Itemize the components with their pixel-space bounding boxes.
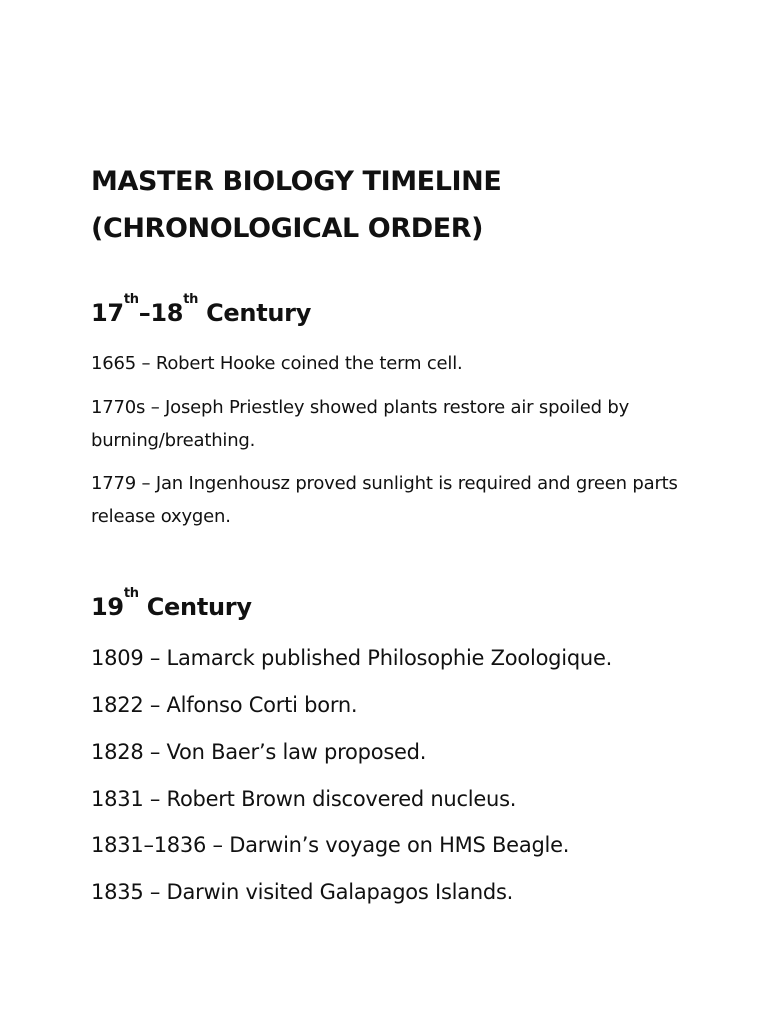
document-title-line-2: (CHRONOLOGICAL ORDER) [91, 213, 484, 244]
timeline-entry-1665: 1665 – Robert Hooke coined the term cell. [91, 353, 463, 374]
timeline-entry-1822: 1822 – Alfonso Corti born. [91, 693, 358, 717]
timeline-entry-1831: 1831 – Robert Brown discovered nucleus. [91, 787, 517, 811]
timeline-entry-1835: 1835 – Darwin visited Galapagos Islands. [91, 880, 514, 904]
timeline-entry-1828: 1828 – Von Baer’s law proposed. [91, 740, 427, 764]
section-heading-19th-century: 19th Century [91, 586, 252, 621]
timeline-entry-1779: 1779 – Jan Ingenhousz proved sunlight is required and green parts release oxygen. [91, 473, 678, 527]
section-heading-17th-18th-century: 17th–18th Century [91, 292, 312, 327]
document-title [91, 158, 501, 252]
timeline-entry-1809: 1809 – Lamarck published Philosophie Zoologique. [91, 646, 613, 670]
timeline-entry-1831-1836: 1831–1836 – Darwin’s voyage on HMS Beagle. [91, 833, 570, 857]
timeline-entry-1770s: 1770s – Joseph Priestley showed plants restore air spoiled by burning/breathing. [91, 397, 630, 451]
document-title-line-1: MASTER BIOLOGY TIMELINE [91, 166, 502, 197]
